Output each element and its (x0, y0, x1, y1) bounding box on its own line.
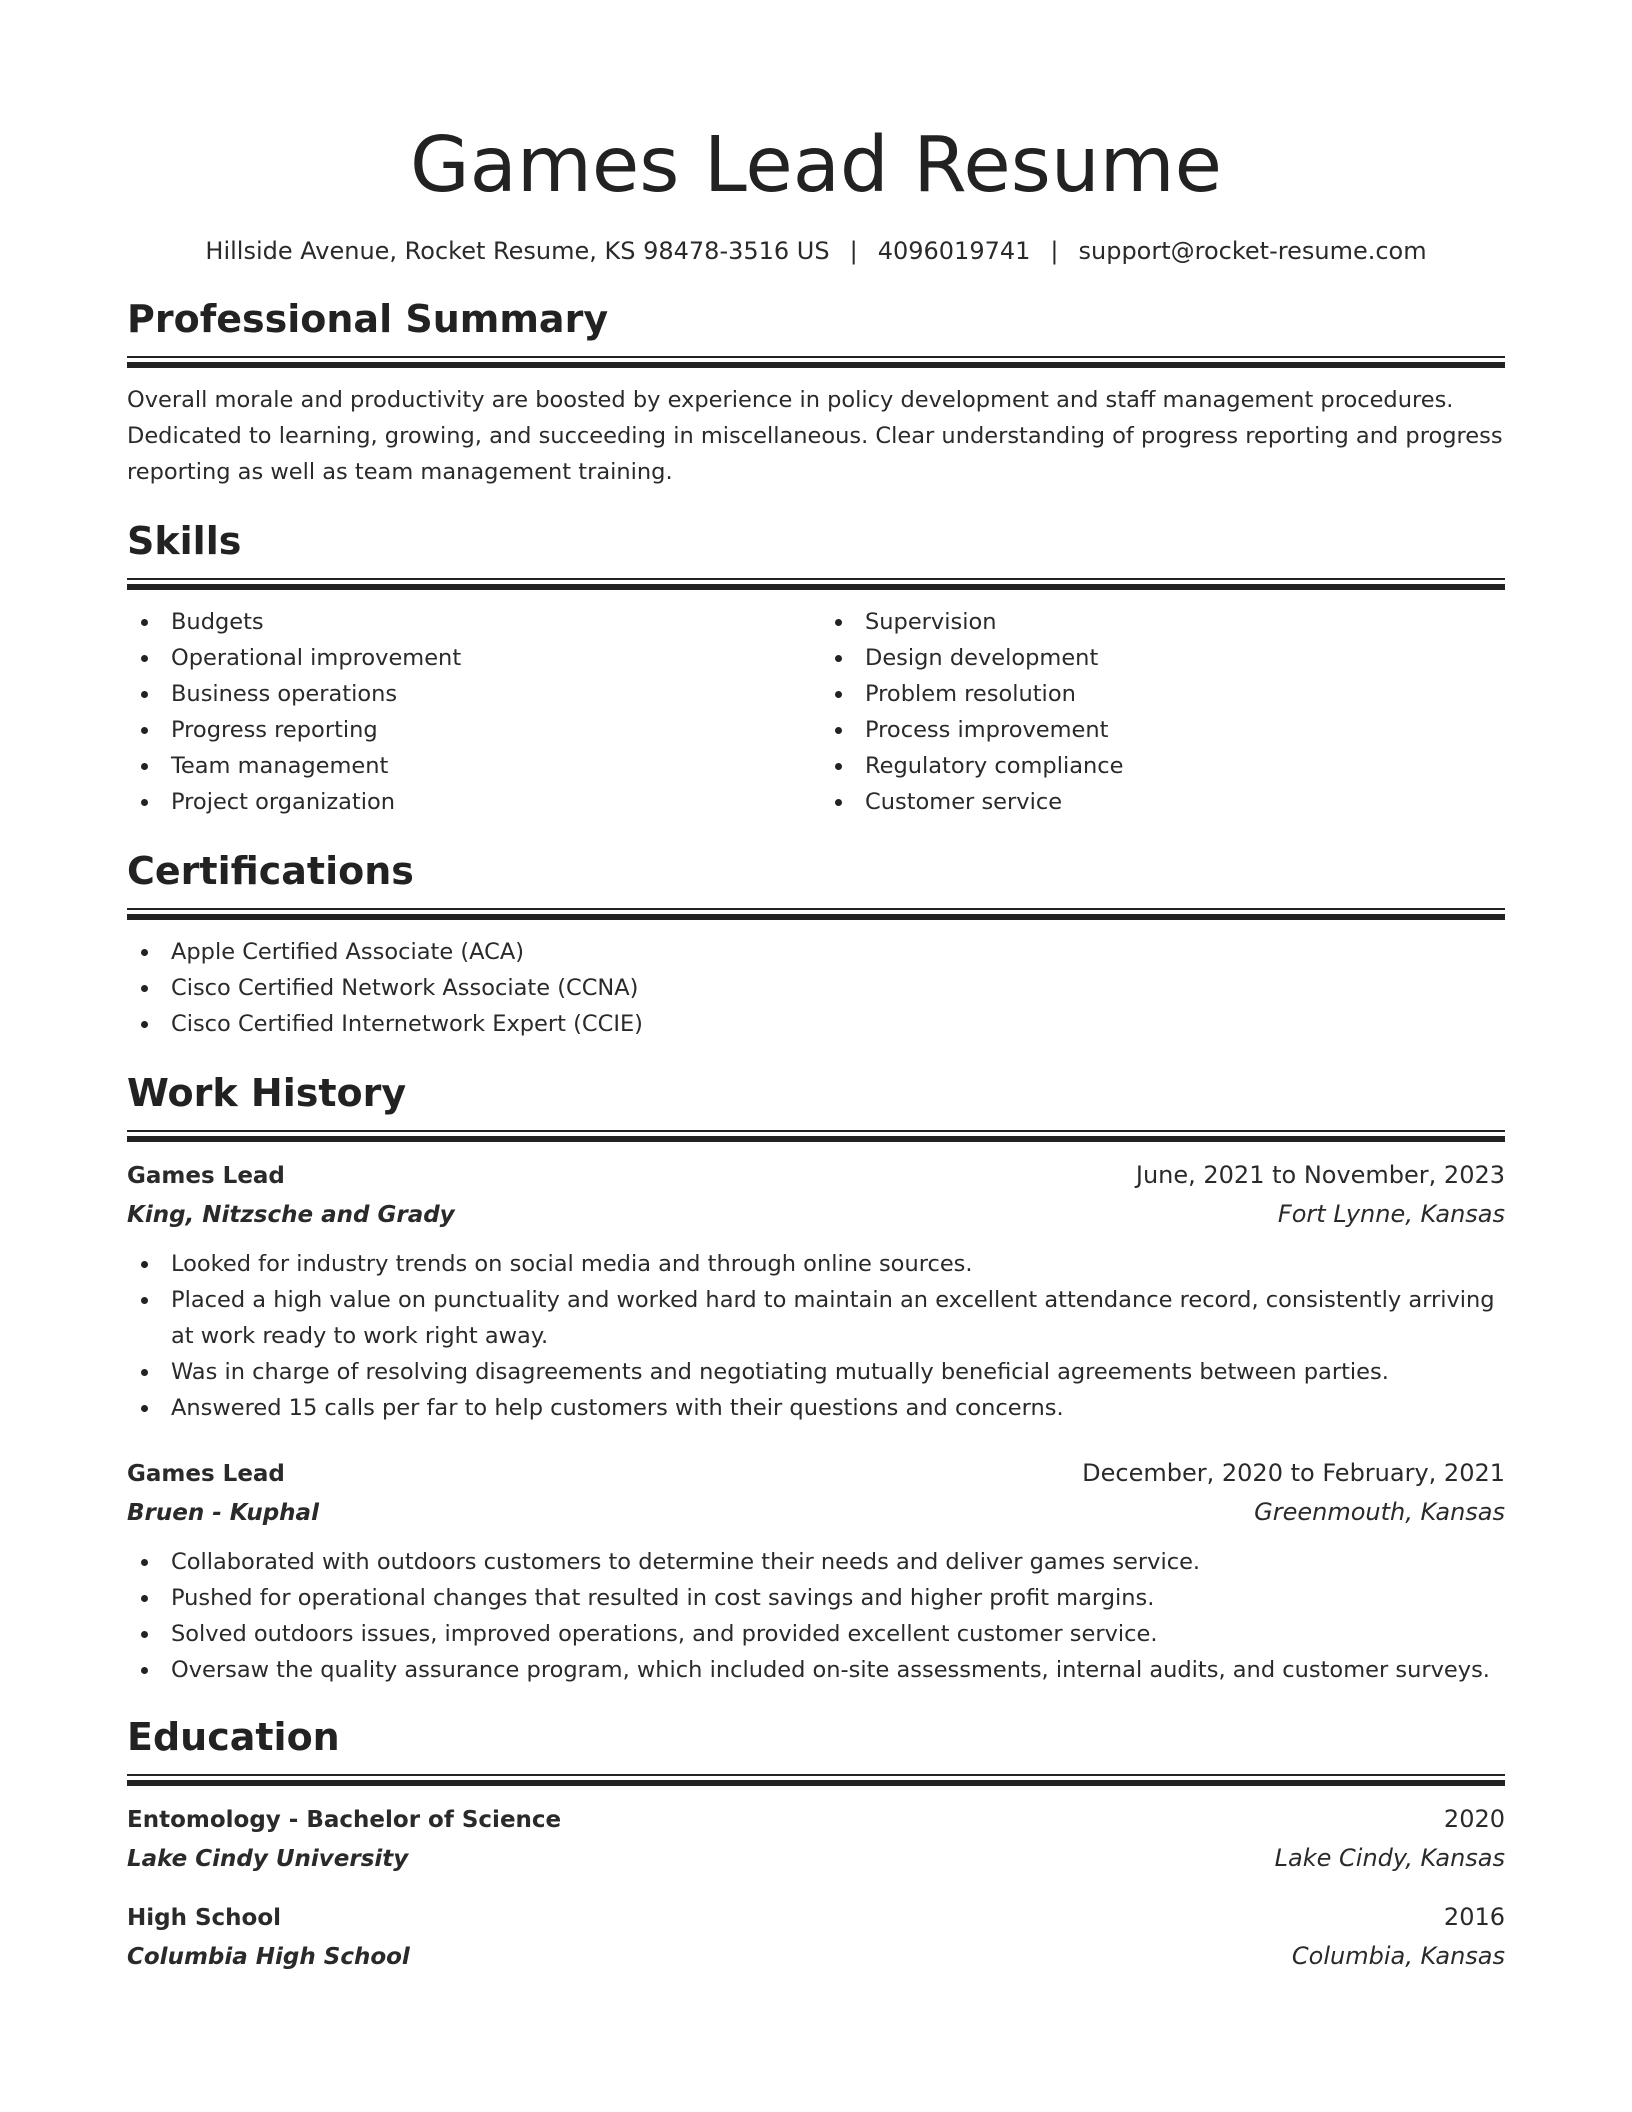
skills-section (127, 516, 1505, 820)
skill-item: Business operations (127, 676, 816, 712)
section-divider (127, 1130, 1505, 1142)
education-year: 2020 (1443, 1805, 1505, 1833)
skill-item: Project organization (127, 784, 816, 820)
education-location: Columbia, Kansas (1291, 1942, 1505, 1970)
skill-item: Problem resolution (821, 676, 1505, 712)
skill-item: Regulatory compliance (821, 748, 1505, 784)
section-title-skills: Skills (127, 519, 242, 563)
job-bullets (127, 1544, 1505, 1688)
job-title: Games Lead (127, 1461, 285, 1487)
skill-item: Customer service (821, 784, 1505, 820)
skills-list-right (816, 604, 1505, 820)
job-bullet: Looked for industry trends on social media and through online sources. (127, 1246, 1505, 1282)
skill-item: Supervision (821, 604, 1505, 640)
job-bullet: Pushed for operational changes that resulted in cost savings and higher profit margins. (127, 1580, 1505, 1616)
job-bullet: Answered 15 calls per far to help customers with their questions and concerns. (127, 1390, 1505, 1426)
summary-section (127, 294, 1505, 490)
job-dates: December, 2020 to February, 2021 (1082, 1459, 1505, 1487)
education-school: Columbia High School (127, 1944, 410, 1970)
section-divider (127, 578, 1505, 590)
education-section (127, 1712, 1505, 1976)
education-location: Lake Cindy, Kansas (1274, 1844, 1505, 1872)
skills-grid (127, 604, 1505, 820)
contact-separator: | (849, 237, 858, 265)
work-history-section (127, 1068, 1505, 1688)
certification-item: Cisco Certified Internetwork Expert (CCIE) (127, 1006, 1505, 1042)
skill-item: Progress reporting (127, 712, 816, 748)
education-year: 2016 (1443, 1903, 1505, 1931)
education-entry (127, 1898, 1505, 1976)
education-degree: Entomology - Bachelor of Science (127, 1807, 562, 1833)
skills-list-left (127, 604, 816, 820)
contact-separator: | (1050, 237, 1059, 265)
certifications-list (127, 934, 1505, 1042)
summary-text: Overall morale and productivity are boosted by experience in policy development and staff management procedures. Dedicated to learning, growing, and succeeding in miscellaneous. Clear understanding of progress reporting and progress reporting as well as team management training. (127, 387, 1503, 485)
contact-address: Hillside Avenue, Rocket Resume, KS 98478-3516 US (205, 237, 830, 265)
resume-title: Games Lead Resume (410, 121, 1222, 210)
section-title-education: Education (127, 1715, 340, 1759)
contact-email[interactable]: support@rocket-resume.com (1078, 237, 1427, 265)
job-bullet: Collaborated with outdoors customers to determine their needs and deliver games service. (127, 1544, 1505, 1580)
job-dates: June, 2021 to November, 2023 (1135, 1161, 1505, 1189)
education-entry (127, 1800, 1505, 1878)
job-entry (127, 1156, 1505, 1426)
skill-item: Operational improvement (127, 640, 816, 676)
education-school: Lake Cindy University (127, 1846, 409, 1872)
section-divider (127, 356, 1505, 368)
section-divider (127, 908, 1505, 920)
job-bullets (127, 1246, 1505, 1426)
section-title-certifications: Certifications (127, 849, 414, 893)
section-title-work: Work History (127, 1071, 407, 1115)
job-entry (127, 1454, 1505, 1688)
section-title-summary: Professional Summary (127, 297, 609, 341)
skill-item: Team management (127, 748, 816, 784)
job-company: King, Nitzsche and Grady (127, 1202, 455, 1228)
certifications-section (127, 846, 1505, 1042)
section-divider (127, 1774, 1505, 1786)
job-location: Fort Lynne, Kansas (1277, 1200, 1505, 1228)
skill-item: Process improvement (821, 712, 1505, 748)
education-degree: High School (127, 1905, 282, 1931)
certification-item: Cisco Certified Network Associate (CCNA) (127, 970, 1505, 1006)
job-bullet: Was in charge of resolving disagreements and negotiating mutually beneficial agreements between parties. (127, 1354, 1505, 1390)
job-bullet: Placed a high value on punctuality and worked hard to maintain an excellent attendance record, consistently arriving at work ready to work right away. (127, 1282, 1505, 1354)
certification-item: Apple Certified Associate (ACA) (127, 934, 1505, 970)
job-bullet: Solved outdoors issues, improved operations, and provided excellent customer service. (127, 1616, 1505, 1652)
contact-line (127, 234, 1505, 268)
skill-item: Budgets (127, 604, 816, 640)
skill-item: Design development (821, 640, 1505, 676)
job-bullet: Oversaw the quality assurance program, which included on-site assessments, internal audits, and customer surveys. (127, 1652, 1505, 1688)
job-company: Bruen - Kuphal (127, 1500, 319, 1526)
job-title: Games Lead (127, 1163, 285, 1189)
contact-phone: 4096019741 (877, 237, 1031, 265)
job-location: Greenmouth, Kansas (1254, 1498, 1505, 1526)
